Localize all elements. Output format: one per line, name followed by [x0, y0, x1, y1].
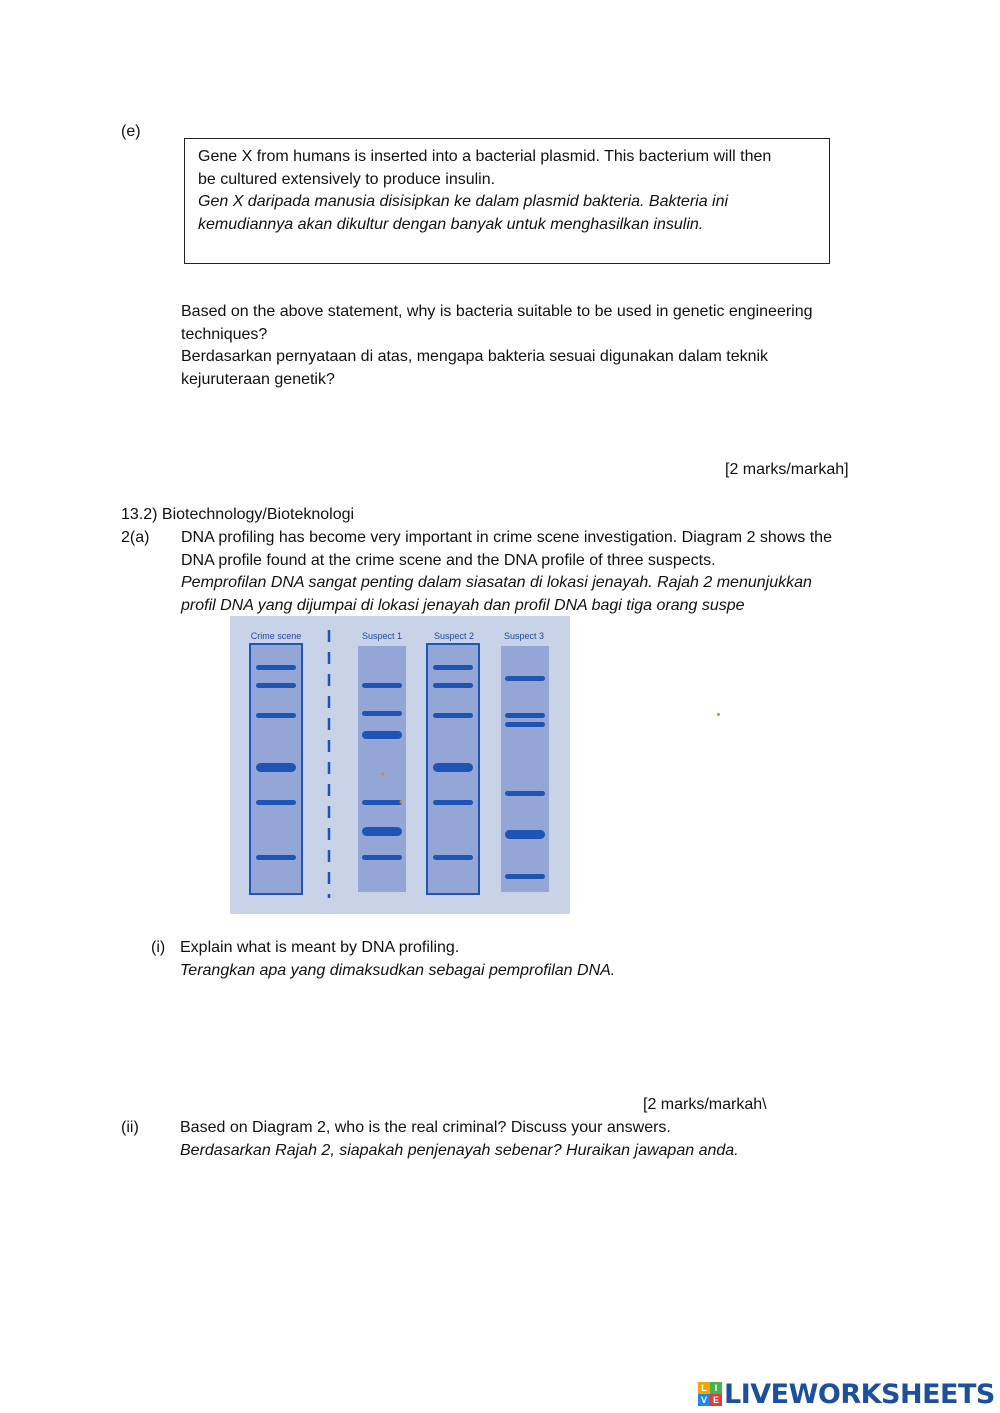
- band: [256, 683, 296, 688]
- band: [256, 763, 296, 772]
- marks-e: [2 marks/markah]: [725, 461, 849, 478]
- band: [433, 683, 473, 688]
- band: [362, 855, 402, 860]
- marks-i: [2 marks/markah\: [643, 1096, 767, 1113]
- statement-line-2: be cultured extensively to produce insulin.: [198, 170, 496, 188]
- statement-box: [184, 138, 830, 264]
- question-i-line-1: Explain what is meant by DNA profiling.: [180, 939, 460, 956]
- band: [505, 722, 545, 727]
- band: [433, 763, 473, 772]
- band: [505, 676, 545, 681]
- statement-line-1: Gene X from humans is inserted into a bacterial plasmid. This bacterium will then: [198, 148, 772, 165]
- logo-text: LIVEWORKSHEETS: [724, 1378, 995, 1410]
- section-heading: 13.2) Biotechnology/Bioteknologi: [121, 506, 355, 523]
- band: [433, 800, 473, 805]
- question-e-line-4: kejuruteraan genetik?: [181, 370, 335, 388]
- band: [362, 683, 402, 688]
- intro-line-4: profil DNA yang dijumpai di lokasi jenayah dan profil DNA bagi tiga orang suspe: [181, 596, 745, 614]
- dot-mark: [400, 801, 403, 804]
- band: [505, 713, 545, 718]
- intro-line-1: DNA profiling has become very important in crime scene investigation. Diagram 2 shows the: [181, 529, 832, 546]
- band: [505, 791, 545, 796]
- question-label-i: (i): [151, 939, 166, 956]
- band: [505, 830, 545, 839]
- liveworksheets-logo[interactable]: [698, 1377, 995, 1411]
- band: [256, 713, 296, 718]
- intro-line-2: DNA profile found at the crime scene and the DNA profile of three suspects.: [181, 551, 716, 569]
- question-e-line-3: Berdasarkan pernyataan di atas, mengapa bakteria sesuai digunakan dalam teknik: [181, 348, 769, 365]
- band: [256, 855, 296, 860]
- band: [256, 665, 296, 670]
- band: [256, 800, 296, 805]
- dot-mark: [382, 773, 385, 776]
- question-e-line-1: Based on the above statement, why is bacteria suitable to be used in genetic engineering: [181, 303, 813, 320]
- question-label-2a: 2(a): [121, 529, 150, 546]
- lane-label-suspect-3: Suspect 3: [503, 631, 545, 641]
- lane-label-suspect-1: Suspect 1: [361, 631, 403, 641]
- lane-label-suspect-2: Suspect 2: [433, 631, 475, 641]
- dna-profile-diagram: [230, 616, 570, 914]
- band: [433, 713, 473, 718]
- dot-mark: [717, 713, 720, 716]
- question-ii-line-1: Based on Diagram 2, who is the real criminal? Discuss your answers.: [180, 1119, 671, 1136]
- intro-line-3: Pemprofilan DNA sangat penting dalam siasatan di lokasi jenayah. Rajah 2 menunjukkan: [181, 574, 812, 591]
- band: [362, 800, 402, 805]
- logo-badge-icon: L I V E: [698, 1382, 722, 1406]
- question-i-line-2: Terangkan apa yang dimaksudkan sebagai pemprofilan DNA.: [180, 961, 616, 979]
- band: [433, 855, 473, 860]
- statement-line-4: kemudiannya akan dikultur dengan banyak untuk menghasilkan insulin.: [198, 215, 704, 233]
- question-ii-line-2: Berdasarkan Rajah 2, siapakah penjenayah sebenar? Huraikan jawapan anda.: [180, 1141, 739, 1159]
- band: [433, 665, 473, 670]
- lane-suspect-3: [501, 646, 549, 892]
- lane-label-crime-scene: Crime scene: [250, 631, 302, 641]
- band: [362, 731, 402, 739]
- question-label-ii: (ii): [121, 1119, 139, 1136]
- question-e-line-2: techniques?: [181, 325, 268, 343]
- statement-line-3: Gen X daripada manusia disisipkan ke dalam plasmid bakteria. Bakteria ini: [198, 193, 729, 210]
- band: [362, 827, 402, 836]
- band: [362, 711, 402, 716]
- question-label-e: (e): [121, 123, 141, 140]
- band: [505, 874, 545, 879]
